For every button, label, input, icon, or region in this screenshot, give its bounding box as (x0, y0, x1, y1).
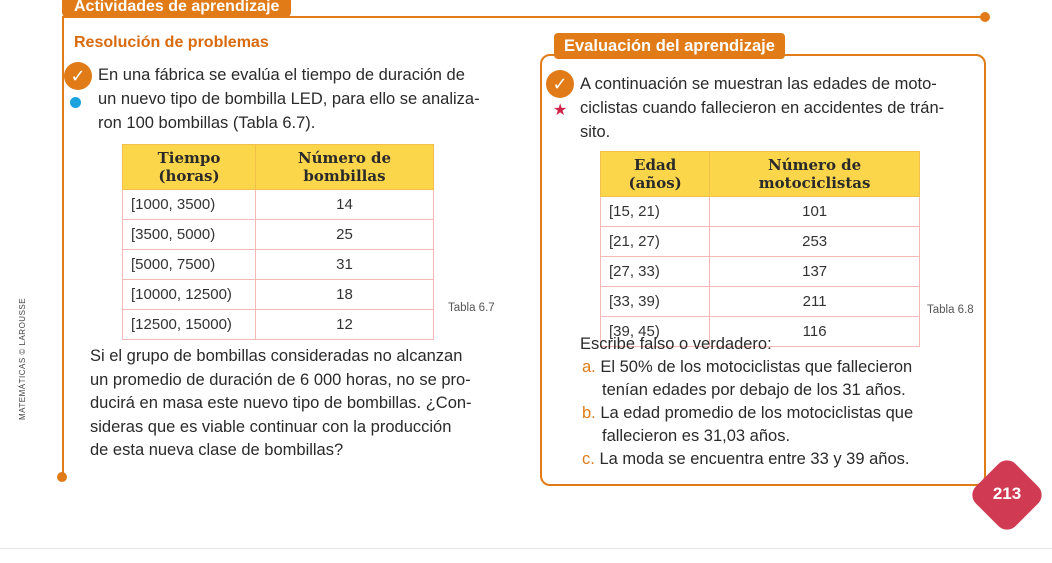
problem-intro-line: un nuevo tipo de bombilla LED, para ello se analiza- (98, 90, 480, 108)
option-c (582, 448, 982, 471)
option-letter: b. (582, 404, 596, 422)
table-cell: 211 (710, 287, 920, 317)
table-cell: 101 (710, 197, 920, 227)
table-cell: [27, 33) (601, 257, 710, 287)
header-rule-dot (980, 12, 990, 22)
activities-header: Actividades de aprendizaje (62, 0, 291, 18)
problem-intro-line: ron 100 bombillas (Tabla 6.7). (98, 114, 316, 132)
checkmark-icon: ✓ (64, 62, 92, 90)
table-cell: 14 (255, 190, 433, 220)
side-credit: MATEMÁTICAS © LAROUSSE (18, 297, 27, 420)
table-row (601, 257, 920, 287)
option-text: fallecieron es 31,03 años. (602, 427, 791, 445)
evaluation-intro-line: sito. (580, 123, 611, 141)
header-rule (62, 16, 986, 18)
table-cell: 116 (710, 317, 920, 347)
table-row (123, 280, 434, 310)
question-line: Si el grupo de bombillas consideradas no alcanzan (90, 347, 463, 365)
blue-bullet-icon (70, 97, 81, 108)
table-cell: [3500, 5000) (123, 220, 256, 250)
option-text: tenían edades por debajo de los 31 años. (602, 381, 906, 399)
table-row (123, 250, 434, 280)
table-row (601, 227, 920, 257)
table-row (601, 287, 920, 317)
problem-intro (98, 63, 518, 135)
table-cell: 12 (255, 310, 433, 340)
page-number: 213 (992, 484, 1022, 503)
table-cell: [10000, 12500) (123, 280, 256, 310)
table-cell: [12500, 15000) (123, 310, 256, 340)
table-row (123, 310, 434, 340)
option-text: La moda se encuentra entre 33 y 39 años. (599, 450, 910, 468)
bulb-duration-table (122, 144, 434, 340)
true-false-prompt: Escribe falso o verdadero: (580, 335, 772, 353)
option-letter: a. (582, 358, 596, 376)
table-row (123, 220, 434, 250)
left-rule (62, 16, 64, 476)
table-header: Edad (años) (601, 152, 710, 197)
problem-question (90, 345, 510, 463)
option-a (582, 356, 982, 402)
question-line: de esta nueva clase de bombillas? (90, 441, 344, 459)
page-bottom-rule (0, 548, 1052, 549)
star-icon: ★ (553, 102, 568, 119)
table-cell: [33, 39) (601, 287, 710, 317)
table-header: Número de bombillas (255, 145, 433, 190)
table-cell: [15, 21) (601, 197, 710, 227)
left-rule-dot (57, 472, 67, 482)
evaluation-intro-line: ciclistas cuando fallecieron en accidentes de trán- (580, 99, 945, 117)
table-cell: [1000, 3500) (123, 190, 256, 220)
evaluation-intro (580, 72, 980, 144)
table-cell: 253 (710, 227, 920, 257)
table-cell: [39, 45) (601, 317, 710, 347)
motorcyclist-age-table (600, 151, 920, 347)
table-caption: Tabla 6.8 (927, 304, 974, 316)
table-row (123, 190, 434, 220)
problem-solving-title: Resolución de problemas (74, 34, 269, 51)
table-cell: 18 (255, 280, 433, 310)
question-line: un promedio de duración de 6 000 horas, no se pro- (90, 370, 471, 389)
table-row (601, 197, 920, 227)
question-line: ducirá en masa este nuevo tipo de bombillas. ¿Con- (90, 394, 472, 412)
table-cell: 25 (255, 220, 433, 250)
option-letter: c. (582, 450, 595, 468)
table-header: Número de motociclistas (710, 152, 920, 197)
table-cell: 137 (710, 257, 920, 287)
table-caption: Tabla 6.7 (448, 302, 495, 314)
option-text: El 50% de los motociclistas que fallecieron (600, 358, 913, 376)
checkmark-icon: ✓ (546, 70, 574, 98)
true-false-options (582, 356, 982, 471)
table-cell: 31 (255, 250, 433, 280)
question-line: sideras que es viable continuar con la producción (90, 417, 452, 436)
evaluation-title: Evaluación del aprendizaje (554, 33, 785, 59)
table-cell: [5000, 7500) (123, 250, 256, 280)
option-b (582, 402, 982, 448)
option-text: La edad promedio de los motociclistas que (600, 404, 914, 422)
problem-intro-line: En una fábrica se evalúa el tiempo de duración de (98, 66, 465, 84)
table-header: Tiempo (horas) (123, 145, 256, 190)
table-cell: [21, 27) (601, 227, 710, 257)
evaluation-intro-line: A continuación se muestran las edades de moto- (580, 75, 937, 93)
